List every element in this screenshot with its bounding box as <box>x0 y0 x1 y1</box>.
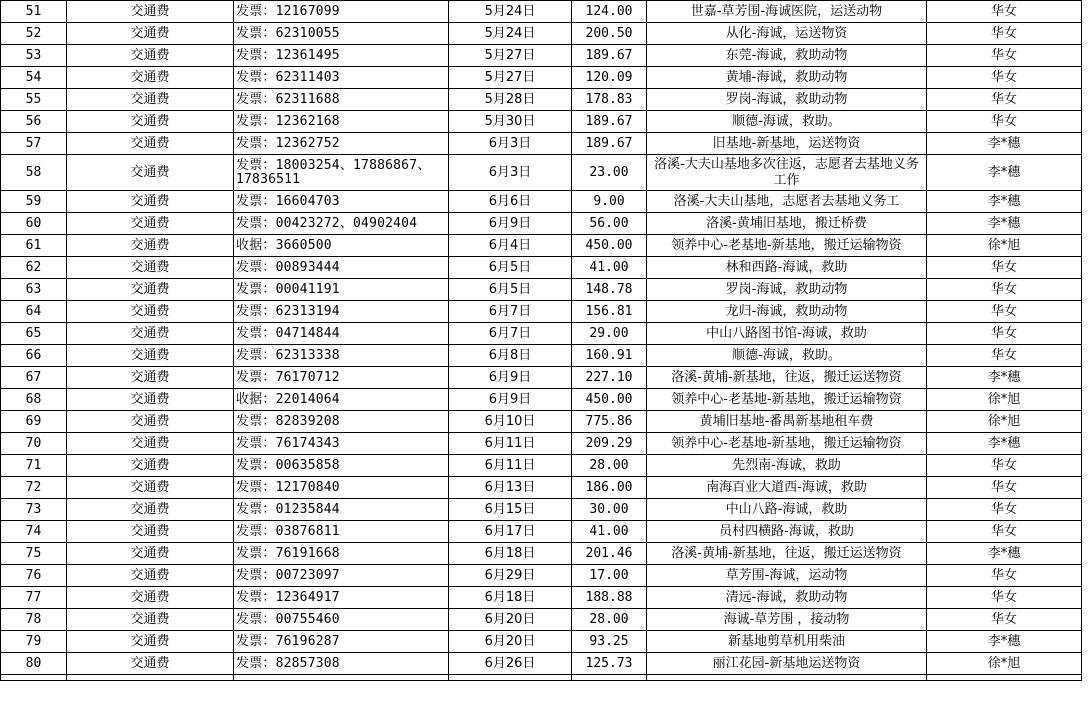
person-cell[interactable]: 华女 <box>927 89 1082 111</box>
table-row[interactable] <box>1 433 1082 455</box>
row-number-cell[interactable]: 73 <box>1 499 67 521</box>
description-cell[interactable]: 南海百业大道西-海诚，救助 <box>647 477 927 499</box>
person-cell[interactable]: 华女 <box>927 565 1082 587</box>
amount-cell[interactable]: 227.10 <box>572 367 647 389</box>
table-row[interactable] <box>1 631 1082 653</box>
amount-cell[interactable]: 200.50 <box>572 23 647 45</box>
document-number-cell[interactable]: 发票：82839208 <box>234 411 449 433</box>
amount-cell[interactable]: 120.09 <box>572 67 647 89</box>
document-number-cell[interactable]: 发票：00723097 <box>234 565 449 587</box>
description-cell[interactable]: 新基地剪草机用柴油 <box>647 631 927 653</box>
partial-cell <box>927 675 1082 681</box>
category-cell[interactable]: 交通费 <box>67 411 234 433</box>
row-number-cell[interactable]: 71 <box>1 455 67 477</box>
document-number-cell[interactable]: 发票：04714844 <box>234 323 449 345</box>
date-cell[interactable]: 6月18日 <box>449 587 572 609</box>
person-cell[interactable]: 华女 <box>927 23 1082 45</box>
description-cell[interactable]: 洛溪-黄埔-新基地，往返，搬迁运送物资 <box>647 543 927 565</box>
description-cell[interactable]: 海诚-草芳围 ，接动物 <box>647 609 927 631</box>
document-number-cell[interactable]: 发票：12167099 <box>234 1 449 23</box>
row-number-cell[interactable]: 61 <box>1 235 67 257</box>
category-cell[interactable]: 交通费 <box>67 433 234 455</box>
category-cell[interactable]: 交通费 <box>67 89 234 111</box>
document-number-cell[interactable]: 发票：16604703 <box>234 191 449 213</box>
document-number-cell[interactable]: 发票：12361495 <box>234 45 449 67</box>
date-cell[interactable]: 6月9日 <box>449 367 572 389</box>
person-cell[interactable]: 李*穗 <box>927 631 1082 653</box>
person-cell[interactable]: 华女 <box>927 323 1082 345</box>
table-row[interactable] <box>1 323 1082 345</box>
table-row[interactable] <box>1 499 1082 521</box>
table-row[interactable] <box>1 89 1082 111</box>
document-number-cell[interactable]: 发票：00755460 <box>234 609 449 631</box>
amount-cell[interactable]: 209.29 <box>572 433 647 455</box>
amount-cell[interactable]: 156.81 <box>572 301 647 323</box>
table-row[interactable] <box>1 1 1082 23</box>
category-cell[interactable]: 交通费 <box>67 389 234 411</box>
person-cell[interactable]: 徐*旭 <box>927 653 1082 675</box>
row-number-cell[interactable]: 78 <box>1 609 67 631</box>
date-cell[interactable]: 6月3日 <box>449 133 572 155</box>
document-number-cell[interactable]: 发票：76170712 <box>234 367 449 389</box>
person-cell[interactable]: 华女 <box>927 609 1082 631</box>
row-number-cell[interactable]: 57 <box>1 133 67 155</box>
amount-cell[interactable]: 125.73 <box>572 653 647 675</box>
table-row[interactable] <box>1 653 1082 675</box>
description-cell[interactable]: 洛溪-黄埔-新基地，往返，搬迁运送物资 <box>647 367 927 389</box>
table-row[interactable] <box>1 411 1082 433</box>
row-number-cell[interactable]: 70 <box>1 433 67 455</box>
description-cell[interactable]: 黄埔-海诚，救助动物 <box>647 67 927 89</box>
document-number-cell[interactable]: 发票：12170840 <box>234 477 449 499</box>
row-number-cell[interactable]: 62 <box>1 257 67 279</box>
amount-cell[interactable]: 160.91 <box>572 345 647 367</box>
table-row[interactable] <box>1 235 1082 257</box>
description-cell[interactable]: 东莞-海诚，救助动物 <box>647 45 927 67</box>
document-number-cell[interactable]: 发票：62310055 <box>234 23 449 45</box>
document-number-cell[interactable]: 发票：62313338 <box>234 345 449 367</box>
amount-cell[interactable]: 124.00 <box>572 1 647 23</box>
category-cell[interactable]: 交通费 <box>67 345 234 367</box>
person-cell[interactable]: 华女 <box>927 587 1082 609</box>
person-cell[interactable]: 徐*旭 <box>927 235 1082 257</box>
category-cell[interactable]: 交通费 <box>67 67 234 89</box>
table-row[interactable] <box>1 521 1082 543</box>
table-row[interactable] <box>1 257 1082 279</box>
table-row[interactable] <box>1 389 1082 411</box>
date-cell[interactable]: 6月11日 <box>449 455 572 477</box>
description-cell[interactable]: 龙归-海诚，救助动物 <box>647 301 927 323</box>
person-cell[interactable]: 李*穗 <box>927 433 1082 455</box>
person-cell[interactable]: 李*穗 <box>927 133 1082 155</box>
table-row[interactable] <box>1 367 1082 389</box>
partial-cell <box>647 675 927 681</box>
description-cell[interactable]: 罗岗-海诚，救助动物 <box>647 89 927 111</box>
table-row[interactable] <box>1 111 1082 133</box>
description-cell[interactable]: 领养中心-老基地-新基地，搬迁运输物资 <box>647 433 927 455</box>
person-cell[interactable]: 华女 <box>927 1 1082 23</box>
row-number-cell[interactable]: 72 <box>1 477 67 499</box>
date-cell[interactable]: 6月5日 <box>449 279 572 301</box>
date-cell[interactable]: 5月27日 <box>449 45 572 67</box>
description-cell[interactable]: 洛溪-大夫山基地，志愿者去基地义务工 <box>647 191 927 213</box>
person-cell[interactable]: 华女 <box>927 257 1082 279</box>
amount-cell[interactable]: 28.00 <box>572 455 647 477</box>
partial-cell <box>234 675 449 681</box>
description-cell[interactable]: 从化-海诚，运送物资 <box>647 23 927 45</box>
amount-cell[interactable]: 23.00 <box>572 155 647 191</box>
document-number-cell[interactable]: 发票：62311688 <box>234 89 449 111</box>
person-cell[interactable]: 李*穗 <box>927 155 1082 191</box>
description-cell[interactable]: 旧基地-新基地，运送物资 <box>647 133 927 155</box>
person-cell[interactable]: 华女 <box>927 345 1082 367</box>
amount-cell[interactable]: 201.46 <box>572 543 647 565</box>
person-cell[interactable]: 华女 <box>927 499 1082 521</box>
date-cell[interactable]: 6月18日 <box>449 543 572 565</box>
table-row[interactable] <box>1 67 1082 89</box>
category-cell[interactable]: 交通费 <box>67 499 234 521</box>
date-cell[interactable]: 5月27日 <box>449 67 572 89</box>
row-number-cell[interactable]: 58 <box>1 155 67 191</box>
row-number-cell[interactable]: 59 <box>1 191 67 213</box>
document-number-cell[interactable]: 发票：76196287 <box>234 631 449 653</box>
amount-cell[interactable]: 775.86 <box>572 411 647 433</box>
person-cell[interactable]: 华女 <box>927 279 1082 301</box>
row-number-cell[interactable]: 55 <box>1 89 67 111</box>
table-row[interactable] <box>1 301 1082 323</box>
document-number-cell[interactable]: 发票：01235844 <box>234 499 449 521</box>
category-cell[interactable]: 交通费 <box>67 1 234 23</box>
amount-cell[interactable]: 9.00 <box>572 191 647 213</box>
table-row[interactable] <box>1 279 1082 301</box>
document-number-cell[interactable]: 发票：76174343 <box>234 433 449 455</box>
amount-cell[interactable]: 93.25 <box>572 631 647 653</box>
date-cell[interactable]: 6月20日 <box>449 609 572 631</box>
person-cell[interactable]: 徐*旭 <box>927 389 1082 411</box>
row-number-cell[interactable]: 64 <box>1 301 67 323</box>
category-cell[interactable]: 交通费 <box>67 455 234 477</box>
date-cell[interactable]: 6月20日 <box>449 631 572 653</box>
row-number-cell[interactable]: 76 <box>1 565 67 587</box>
table-row[interactable] <box>1 455 1082 477</box>
category-cell[interactable]: 交通费 <box>67 133 234 155</box>
row-number-cell[interactable]: 66 <box>1 345 67 367</box>
document-number-cell[interactable]: 发票：62313194 <box>234 301 449 323</box>
document-number-cell[interactable]: 发票：12362168 <box>234 111 449 133</box>
amount-cell[interactable]: 450.00 <box>572 389 647 411</box>
person-cell[interactable]: 李*穗 <box>927 367 1082 389</box>
category-cell[interactable]: 交通费 <box>67 155 234 191</box>
row-number-cell[interactable]: 67 <box>1 367 67 389</box>
table-row[interactable] <box>1 565 1082 587</box>
amount-cell[interactable]: 450.00 <box>572 235 647 257</box>
category-cell[interactable]: 交通费 <box>67 367 234 389</box>
document-number-cell[interactable]: 发票：18003254、17886867、17836511 <box>234 155 449 191</box>
date-cell[interactable]: 6月7日 <box>449 301 572 323</box>
row-number-cell[interactable]: 53 <box>1 45 67 67</box>
date-cell[interactable]: 5月28日 <box>449 89 572 111</box>
table-row[interactable] <box>1 213 1082 235</box>
description-cell[interactable]: 丽江花园-新基地运送物资 <box>647 653 927 675</box>
document-number-cell[interactable]: 发票：12362752 <box>234 133 449 155</box>
amount-cell[interactable]: 28.00 <box>572 609 647 631</box>
amount-cell[interactable]: 188.88 <box>572 587 647 609</box>
table-row[interactable] <box>1 609 1082 631</box>
person-cell[interactable]: 华女 <box>927 67 1082 89</box>
row-number-cell[interactable]: 54 <box>1 67 67 89</box>
partial-cell <box>1 675 67 681</box>
date-cell[interactable]: 5月30日 <box>449 111 572 133</box>
row-number-cell[interactable]: 79 <box>1 631 67 653</box>
category-cell[interactable]: 交通费 <box>67 191 234 213</box>
table-row[interactable] <box>1 45 1082 67</box>
row-number-cell[interactable]: 51 <box>1 1 67 23</box>
date-cell[interactable]: 6月8日 <box>449 345 572 367</box>
date-cell[interactable]: 6月13日 <box>449 477 572 499</box>
partial-cell <box>449 675 572 681</box>
document-number-cell[interactable]: 发票：00893444 <box>234 257 449 279</box>
person-cell[interactable]: 李*穗 <box>927 191 1082 213</box>
amount-cell[interactable]: 189.67 <box>572 111 647 133</box>
category-cell[interactable]: 交通费 <box>67 257 234 279</box>
table-row[interactable] <box>1 23 1082 45</box>
partial-cell <box>67 675 234 681</box>
category-cell[interactable]: 交通费 <box>67 609 234 631</box>
date-cell[interactable]: 6月11日 <box>449 433 572 455</box>
table-body <box>1 1 1082 681</box>
description-cell[interactable]: 草芳围-海诚，运动物 <box>647 565 927 587</box>
date-cell[interactable]: 6月9日 <box>449 389 572 411</box>
partial-cell <box>572 675 647 681</box>
amount-cell[interactable]: 178.83 <box>572 89 647 111</box>
amount-cell[interactable]: 56.00 <box>572 213 647 235</box>
amount-cell[interactable]: 189.67 <box>572 133 647 155</box>
date-cell[interactable]: 6月15日 <box>449 499 572 521</box>
amount-cell[interactable]: 41.00 <box>572 257 647 279</box>
table-row[interactable] <box>1 191 1082 213</box>
amount-cell[interactable]: 186.00 <box>572 477 647 499</box>
amount-cell[interactable]: 148.78 <box>572 279 647 301</box>
date-cell[interactable]: 6月17日 <box>449 521 572 543</box>
description-cell[interactable]: 黄埔旧基地-番禺新基地租车费 <box>647 411 927 433</box>
table-row[interactable] <box>1 133 1082 155</box>
description-cell[interactable]: 顺德-海诚，救助。 <box>647 111 927 133</box>
document-number-cell[interactable]: 发票：00041191 <box>234 279 449 301</box>
person-cell[interactable]: 华女 <box>927 301 1082 323</box>
category-cell[interactable]: 交通费 <box>67 235 234 257</box>
row-number-cell[interactable]: 60 <box>1 213 67 235</box>
table-row[interactable] <box>1 587 1082 609</box>
document-number-cell[interactable]: 发票：00423272、04902404 <box>234 213 449 235</box>
date-cell[interactable]: 6月29日 <box>449 565 572 587</box>
description-cell[interactable]: 洛溪-大夫山基地多次往返，志愿者去基地义务工作 <box>647 155 927 191</box>
date-cell[interactable]: 6月5日 <box>449 257 572 279</box>
person-cell[interactable]: 华女 <box>927 111 1082 133</box>
person-cell[interactable]: 李*穗 <box>927 213 1082 235</box>
category-cell[interactable]: 交通费 <box>67 521 234 543</box>
document-number-cell[interactable]: 收据：22014064 <box>234 389 449 411</box>
category-cell[interactable]: 交通费 <box>67 631 234 653</box>
amount-cell[interactable]: 189.67 <box>572 45 647 67</box>
document-number-cell[interactable]: 发票：82857308 <box>234 653 449 675</box>
category-cell[interactable]: 交通费 <box>67 323 234 345</box>
description-cell[interactable]: 中山八路-海诚，救助 <box>647 499 927 521</box>
row-number-cell[interactable]: 63 <box>1 279 67 301</box>
amount-cell[interactable]: 29.00 <box>572 323 647 345</box>
row-number-cell[interactable]: 68 <box>1 389 67 411</box>
person-cell[interactable]: 徐*旭 <box>927 411 1082 433</box>
person-cell[interactable]: 华女 <box>927 477 1082 499</box>
description-cell[interactable]: 清远-海诚，救助动物 <box>647 587 927 609</box>
person-cell[interactable]: 华女 <box>927 455 1082 477</box>
category-cell[interactable]: 交通费 <box>67 213 234 235</box>
row-number-cell[interactable]: 65 <box>1 323 67 345</box>
date-cell[interactable]: 6月6日 <box>449 191 572 213</box>
date-cell[interactable]: 6月7日 <box>449 323 572 345</box>
row-number-cell[interactable]: 52 <box>1 23 67 45</box>
table-row[interactable] <box>1 155 1082 191</box>
row-number-cell[interactable]: 69 <box>1 411 67 433</box>
date-cell[interactable]: 6月9日 <box>449 213 572 235</box>
description-cell[interactable]: 领养中心-老基地-新基地，搬迁运输物资 <box>647 389 927 411</box>
table-row[interactable] <box>1 543 1082 565</box>
date-cell[interactable]: 6月10日 <box>449 411 572 433</box>
description-cell[interactable]: 世嘉-草芳围-海诚医院，运送动物 <box>647 1 927 23</box>
table-row[interactable] <box>1 477 1082 499</box>
date-cell[interactable]: 5月24日 <box>449 23 572 45</box>
person-cell[interactable]: 华女 <box>927 45 1082 67</box>
category-cell[interactable]: 交通费 <box>67 543 234 565</box>
amount-cell[interactable]: 41.00 <box>572 521 647 543</box>
row-number-cell[interactable]: 75 <box>1 543 67 565</box>
description-cell[interactable]: 中山八路图书馆-海诚，救助 <box>647 323 927 345</box>
category-cell[interactable]: 交通费 <box>67 587 234 609</box>
row-number-cell[interactable]: 74 <box>1 521 67 543</box>
document-number-cell[interactable]: 发票：76191668 <box>234 543 449 565</box>
person-cell[interactable]: 华女 <box>927 521 1082 543</box>
person-cell[interactable]: 李*穗 <box>927 543 1082 565</box>
description-cell[interactable]: 林和西路-海诚，救助 <box>647 257 927 279</box>
date-cell[interactable]: 6月4日 <box>449 235 572 257</box>
category-cell[interactable]: 交通费 <box>67 653 234 675</box>
category-cell[interactable]: 交通费 <box>67 279 234 301</box>
description-cell[interactable]: 领养中心-老基地-新基地，搬迁运输物资 <box>647 235 927 257</box>
category-cell[interactable]: 交通费 <box>67 45 234 67</box>
date-cell[interactable]: 6月3日 <box>449 155 572 191</box>
document-number-cell[interactable]: 发票：00635858 <box>234 455 449 477</box>
amount-cell[interactable]: 30.00 <box>572 499 647 521</box>
row-number-cell[interactable]: 80 <box>1 653 67 675</box>
description-cell[interactable]: 先烈南-海诚，救助 <box>647 455 927 477</box>
category-cell[interactable]: 交通费 <box>67 111 234 133</box>
table-row[interactable] <box>1 345 1082 367</box>
row-number-cell[interactable]: 56 <box>1 111 67 133</box>
document-number-cell[interactable]: 收据：3660500 <box>234 235 449 257</box>
category-cell[interactable]: 交通费 <box>67 477 234 499</box>
document-number-cell[interactable]: 发票：62311403 <box>234 67 449 89</box>
date-cell[interactable]: 6月26日 <box>449 653 572 675</box>
description-cell[interactable]: 洛溪-黄埔旧基地，搬迁桥费 <box>647 213 927 235</box>
document-number-cell[interactable]: 发票：03876811 <box>234 521 449 543</box>
category-cell[interactable]: 交通费 <box>67 565 234 587</box>
category-cell[interactable]: 交通费 <box>67 301 234 323</box>
date-cell[interactable]: 5月24日 <box>449 1 572 23</box>
table-row-partial <box>1 675 1082 681</box>
document-number-cell[interactable]: 发票：12364917 <box>234 587 449 609</box>
row-number-cell[interactable]: 77 <box>1 587 67 609</box>
description-cell[interactable]: 罗岗-海诚，救助动物 <box>647 279 927 301</box>
category-cell[interactable]: 交通费 <box>67 23 234 45</box>
description-cell[interactable]: 顺德-海诚，救助。 <box>647 345 927 367</box>
amount-cell[interactable]: 17.00 <box>572 565 647 587</box>
description-cell[interactable]: 员村四横路-海诚，救助 <box>647 521 927 543</box>
